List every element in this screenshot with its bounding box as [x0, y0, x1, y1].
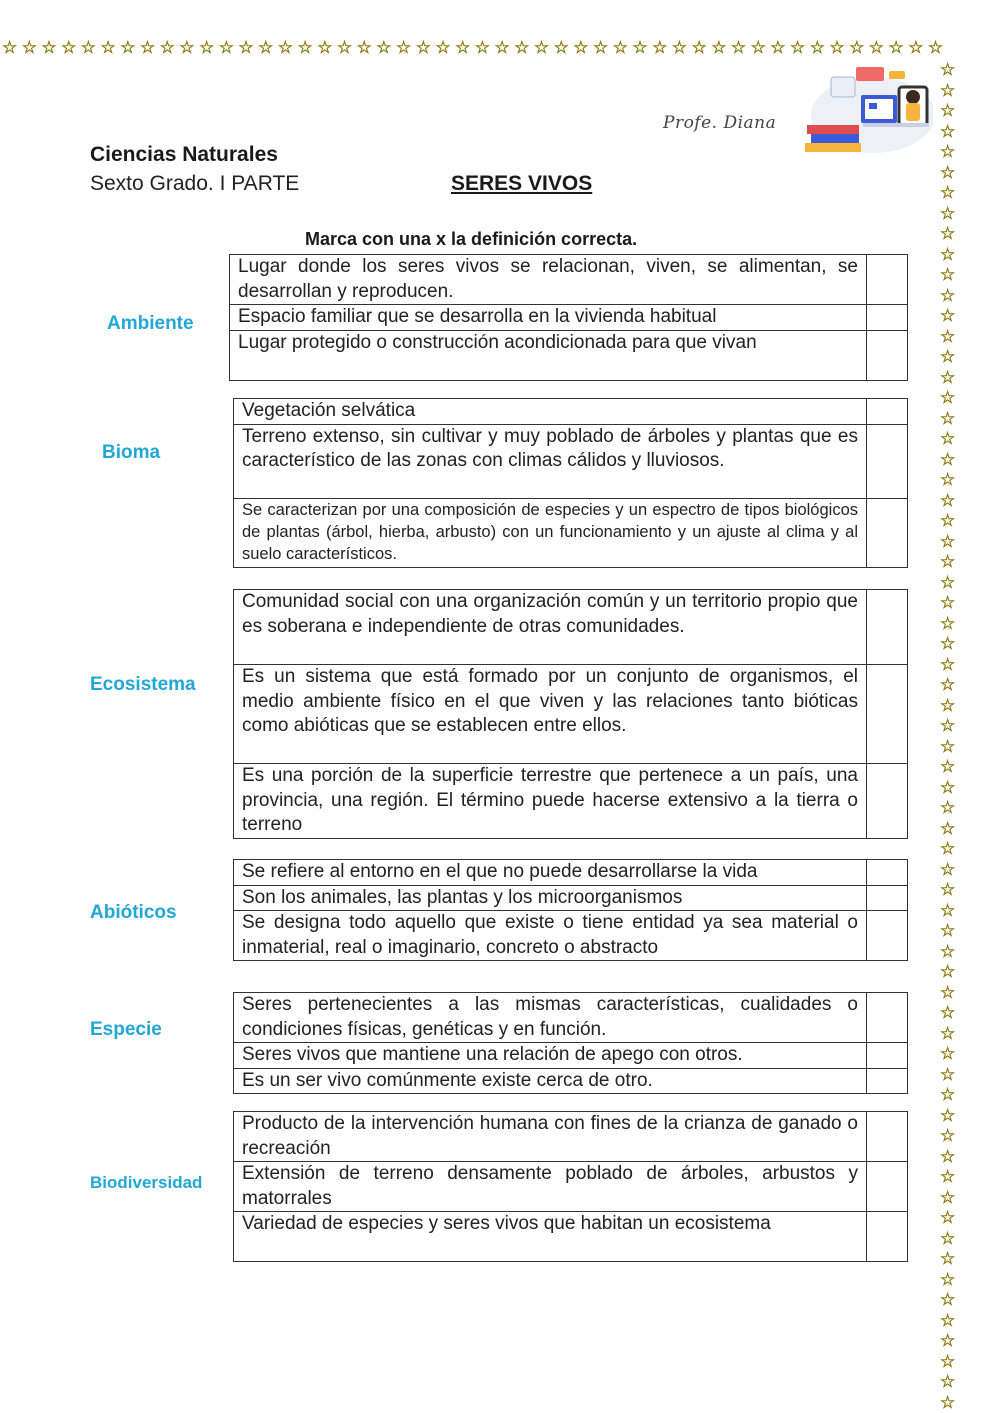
- star-icon: ☆: [940, 326, 956, 347]
- star-icon: ☆: [940, 285, 956, 306]
- star-icon: ☆: [790, 38, 806, 58]
- star-icon: ☆: [940, 1187, 956, 1208]
- star-icon: ☆: [940, 552, 956, 572]
- star-icon: ☆: [940, 142, 956, 162]
- star-icon: ☆: [376, 38, 392, 58]
- star-icon: ☆: [940, 1331, 956, 1351]
- star-icon: ☆: [940, 429, 956, 449]
- answer-checkbox[interactable]: [867, 993, 908, 1043]
- star-icon: ☆: [940, 900, 956, 921]
- star-icon: ☆: [494, 38, 510, 58]
- star-icon: ☆: [711, 38, 727, 58]
- star-icon: ☆: [159, 38, 175, 58]
- answer-checkbox[interactable]: [867, 498, 908, 567]
- answer-checkbox[interactable]: [867, 330, 908, 380]
- star-icon: ☆: [100, 38, 116, 58]
- star-icon: ☆: [940, 818, 956, 839]
- star-icon: ☆: [940, 162, 956, 183]
- options-table-biodiversidad: [233, 1111, 908, 1262]
- star-icon: ☆: [940, 265, 956, 285]
- star-icon: ☆: [61, 38, 77, 58]
- star-icon: ☆: [940, 572, 956, 593]
- star-icon: ☆: [940, 593, 956, 613]
- star-icon: ☆: [940, 695, 956, 716]
- option-text: Terreno extenso, sin cultivar y muy poblado de árboles y plantas que es característico de las zonas con climas cálidos y lluviosos.: [234, 424, 867, 498]
- option-text: Es un sistema que está formado por un conjunto de organismos, el medio ambiente físico en el que viven y las relaciones tanto bióticas como abióticas que se establecen entre ellos.: [234, 665, 867, 764]
- star-icon: ☆: [940, 839, 956, 859]
- star-icon: ☆: [940, 634, 956, 654]
- star-icon: ☆: [2, 38, 18, 58]
- star-icon: ☆: [940, 1023, 956, 1044]
- star-icon: ☆: [940, 183, 956, 203]
- star-icon: ☆: [593, 38, 609, 58]
- star-icon: ☆: [940, 449, 956, 470]
- star-icon: ☆: [940, 798, 956, 818]
- star-icon: ☆: [317, 38, 333, 58]
- star-icon: ☆: [940, 757, 956, 777]
- star-icon: ☆: [940, 1146, 956, 1167]
- star-icon: ☆: [940, 388, 956, 408]
- answer-checkbox[interactable]: [867, 1068, 908, 1094]
- answer-checkbox[interactable]: [867, 1043, 908, 1069]
- answer-checkbox[interactable]: [867, 665, 908, 764]
- star-icon: ☆: [336, 38, 353, 58]
- option-text: Producto de la intervención humana con fines de la crianza de ganado o recreación: [234, 1112, 867, 1162]
- star-icon: ☆: [940, 1105, 956, 1126]
- star-icon: ☆: [940, 203, 956, 224]
- answer-checkbox[interactable]: [867, 424, 908, 498]
- options-table-ecosistema: [233, 589, 908, 839]
- star-icon: ☆: [940, 1167, 956, 1187]
- answer-checkbox[interactable]: [867, 764, 908, 839]
- star-icon: ☆: [940, 1249, 956, 1269]
- answer-checkbox[interactable]: [867, 305, 908, 331]
- worksheet-title: SERES VIVOS: [451, 172, 593, 195]
- star-icon: ☆: [809, 38, 825, 58]
- star-icon: ☆: [940, 408, 956, 429]
- star-icon: ☆: [940, 613, 956, 634]
- star-icon: ☆: [940, 531, 956, 552]
- option-text: Se designa todo aquello que existe o tiene entidad ya sea material o inmaterial, real o imaginario, concreto o abstracto: [234, 911, 867, 961]
- star-icon: ☆: [940, 244, 956, 265]
- option-text: Comunidad social con una organización común y un territorio propio que es soberana e independiente de otras comunidades.: [234, 590, 867, 665]
- star-icon: ☆: [940, 490, 956, 511]
- star-icon: ☆: [940, 736, 956, 757]
- star-icon: ☆: [940, 716, 956, 736]
- star-icon: ☆: [691, 38, 707, 58]
- star-icon: ☆: [120, 38, 136, 58]
- star-icon: ☆: [41, 38, 57, 58]
- star-icon: ☆: [940, 511, 956, 531]
- star-icon: ☆: [533, 38, 550, 58]
- option-text: Son los animales, las plantas y los microorganismos: [234, 885, 867, 911]
- grade-label: Sexto Grado. I PARTE: [90, 172, 300, 195]
- star-icon: ☆: [435, 38, 451, 58]
- star-icon: ☆: [940, 121, 956, 142]
- star-icon: ☆: [730, 38, 747, 58]
- star-icon: ☆: [940, 306, 956, 326]
- answer-checkbox[interactable]: [867, 399, 908, 425]
- subject-title: Ciencias Naturales: [90, 143, 278, 166]
- star-icon: ☆: [940, 941, 956, 962]
- star-icon: ☆: [940, 1003, 956, 1023]
- star-icon: ☆: [258, 38, 274, 58]
- term-bioma: Bioma: [102, 442, 161, 463]
- option-text: Vegetación selvática: [234, 399, 867, 425]
- star-icon: ☆: [940, 675, 956, 695]
- star-icon: ☆: [21, 38, 37, 58]
- teacher-signature: Profe. Diana: [663, 113, 777, 133]
- star-icon: ☆: [940, 1064, 956, 1085]
- star-icon: ☆: [940, 654, 956, 675]
- star-icon: ☆: [297, 38, 313, 58]
- star-border-right: [938, 60, 960, 1413]
- star-icon: ☆: [750, 38, 766, 58]
- star-icon: ☆: [868, 38, 885, 58]
- options-table-ambiente: [229, 254, 908, 381]
- star-icon: ☆: [940, 470, 956, 490]
- options-table-bioma: [233, 398, 908, 568]
- star-icon: ☆: [829, 38, 845, 58]
- star-icon: ☆: [927, 38, 944, 58]
- star-icon: ☆: [940, 962, 956, 982]
- star-icon: ☆: [940, 80, 956, 101]
- option-text: Se caracterizan por una composición de especies y un espectro de tipos biológicos de plantas (árbol, hierba, arbusto) con un funcionamiento y un ajuste al clima y al suelo característicos.: [234, 498, 867, 567]
- star-icon: ☆: [553, 38, 569, 58]
- star-icon: ☆: [940, 1208, 956, 1228]
- star-icon: ☆: [940, 921, 956, 941]
- star-icon: ☆: [770, 38, 786, 58]
- star-icon: ☆: [455, 38, 471, 58]
- star-icon: ☆: [940, 1290, 956, 1310]
- star-icon: ☆: [396, 38, 412, 58]
- star-icon: ☆: [940, 880, 956, 900]
- star-icon: ☆: [940, 1310, 956, 1331]
- answer-checkbox[interactable]: [867, 255, 908, 305]
- term-abioticos: Abióticos: [90, 902, 177, 923]
- star-icon: ☆: [139, 38, 156, 58]
- star-icon: ☆: [849, 38, 865, 58]
- star-icon: ☆: [199, 38, 215, 58]
- answer-checkbox[interactable]: [867, 1112, 908, 1162]
- star-icon: ☆: [179, 38, 195, 58]
- star-icon: ☆: [940, 1269, 956, 1290]
- teacher-laptop-illustration: [803, 63, 933, 155]
- star-icon: ☆: [940, 1228, 956, 1249]
- star-icon: ☆: [612, 38, 628, 58]
- star-icon: ☆: [940, 1044, 956, 1064]
- options-table-especie: [233, 992, 908, 1094]
- option-text: Extensión de terreno densamente poblado de árboles, arbustos y matorrales: [234, 1162, 867, 1212]
- instruction-text: Marca con una x la definición correcta.: [305, 229, 638, 249]
- star-icon: ☆: [514, 38, 530, 58]
- option-text: Se refiere al entorno en el que no puede desarrollarse la vida: [234, 860, 867, 886]
- star-icon: ☆: [940, 1085, 956, 1105]
- star-icon: ☆: [218, 38, 234, 58]
- star-icon: ☆: [940, 1392, 956, 1413]
- star-icon: ☆: [356, 38, 372, 58]
- term-ecosistema: Ecosistema: [90, 674, 196, 695]
- option-text: Lugar protegido o construcción acondicionada para que vivan: [230, 330, 867, 380]
- star-border-top: [0, 38, 960, 60]
- term-biodiversidad: Biodiversidad: [90, 1173, 203, 1192]
- star-icon: ☆: [940, 224, 956, 244]
- star-icon: ☆: [474, 38, 491, 58]
- star-icon: ☆: [940, 1372, 956, 1392]
- option-text: Seres vivos que mantiene una relación de apego con otros.: [234, 1043, 867, 1069]
- star-icon: ☆: [940, 777, 956, 798]
- star-icon: ☆: [415, 38, 431, 58]
- star-icon: ☆: [671, 38, 688, 58]
- star-icon: ☆: [888, 38, 904, 58]
- answer-checkbox[interactable]: [867, 911, 908, 961]
- option-text: Espacio familiar que se desarrolla en la vivienda habitual: [230, 305, 867, 331]
- star-icon: ☆: [940, 367, 956, 388]
- option-text: Es una porción de la superficie terrestre que pertenece a un país, una provincia, una región. El término puede hacerse extensivo a la tierra o terreno: [234, 764, 867, 839]
- term-especie: Especie: [90, 1019, 162, 1040]
- options-table-abioticos: [233, 859, 908, 961]
- star-icon: ☆: [940, 347, 956, 367]
- star-icon: ☆: [940, 1126, 956, 1146]
- answer-checkbox[interactable]: [867, 1162, 908, 1212]
- answer-checkbox[interactable]: [867, 590, 908, 665]
- option-text: Seres pertenecientes a las mismas características, cualidades o condiciones físicas, genéticas y en función.: [234, 993, 867, 1043]
- star-icon: ☆: [940, 1351, 956, 1372]
- star-icon: ☆: [908, 38, 924, 58]
- star-icon: ☆: [573, 38, 589, 58]
- option-text: Es un ser vivo comúnmente existe cerca de otro.: [234, 1068, 867, 1094]
- star-icon: ☆: [238, 38, 254, 58]
- star-icon: ☆: [940, 859, 956, 880]
- star-icon: ☆: [277, 38, 294, 58]
- option-text: Lugar donde los seres vivos se relacionan, viven, se alimentan, se desarrollan y reproducen.: [230, 255, 867, 305]
- option-text: Variedad de especies y seres vivos que habitan un ecosistema: [234, 1212, 867, 1262]
- star-icon: ☆: [940, 101, 956, 121]
- term-ambiente: Ambiente: [107, 313, 194, 334]
- star-icon: ☆: [940, 982, 956, 1003]
- star-icon: ☆: [652, 38, 668, 58]
- answer-checkbox[interactable]: [867, 1212, 908, 1262]
- star-icon: ☆: [80, 38, 97, 58]
- star-icon: ☆: [940, 60, 956, 80]
- answer-checkbox[interactable]: [867, 860, 908, 886]
- answer-checkbox[interactable]: [867, 885, 908, 911]
- star-icon: ☆: [632, 38, 648, 58]
